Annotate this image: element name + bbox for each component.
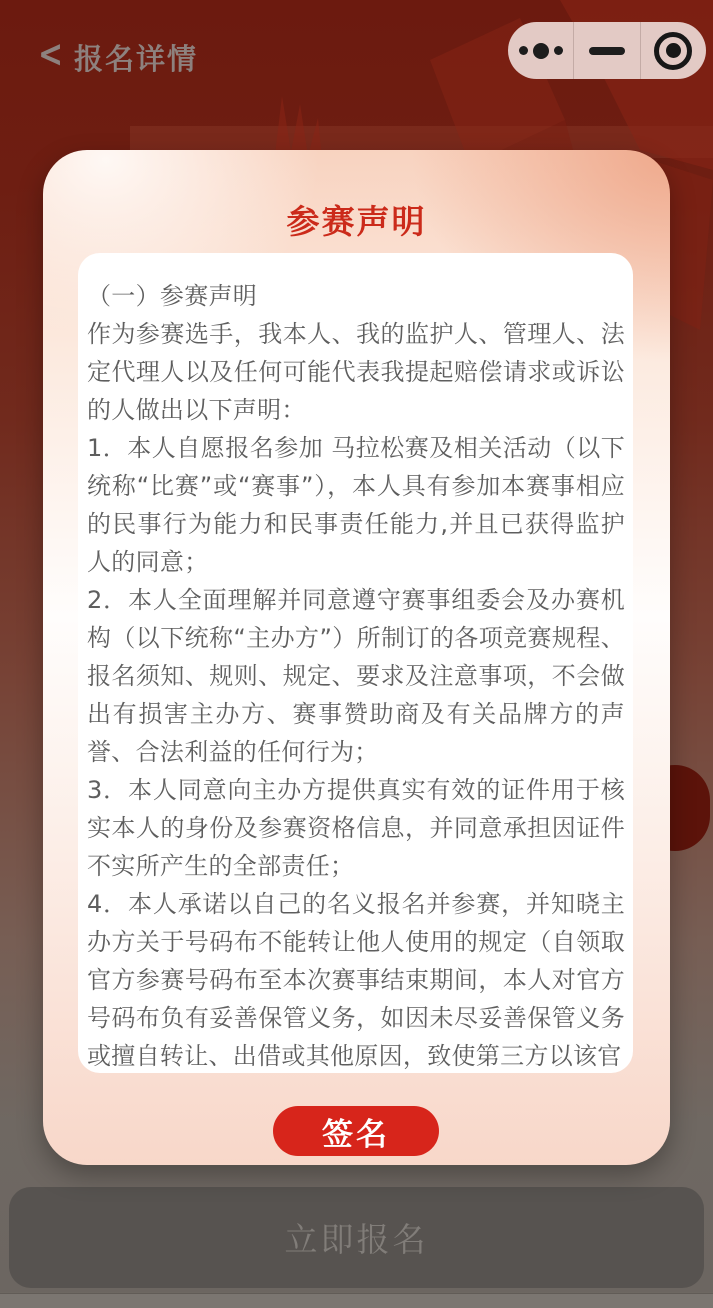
minimize-button[interactable] <box>573 22 639 79</box>
declaration-paragraph: 1．本人自愿报名参加 马拉松赛及相关活动（以下统称“比赛”或“赛事”），本人具有参加本赛事相应的民事行为能力和民事责任能力,并且已获得监护人的同意； <box>87 434 625 576</box>
modal-title: 参赛声明 <box>286 202 427 241</box>
register-now-button[interactable]: 立即报名 <box>9 1187 704 1288</box>
back-icon[interactable]: < <box>38 32 64 77</box>
more-dots-icon <box>519 43 563 59</box>
declaration-paragraph: 3．本人同意向主办方提供真实有效的证件用于核实本人的身份及参赛资格信息，并同意承担因证件不实所产生的全部责任； <box>87 776 625 880</box>
declaration-paragraph: 作为参赛选手，我本人、我的监护人、管理人、法定代理人以及任何可能代表我提起赔偿请求或诉讼的人做出以下声明： <box>87 320 625 424</box>
declaration-scroll-area[interactable] <box>78 253 633 1073</box>
declaration-paragraph: 4．本人承诺以自己的名义报名并参赛，并知晓主办方关于号码布不能转让他人使用的规定（自领取官方参赛号码布至本次赛事结束期间，本人对官方号码布负有妥善保管义务，如因未尽妥善保管义务或擅自转让、出借或其他原因，致使第三方以该官 <box>87 890 625 1070</box>
sign-button[interactable]: 签名 <box>273 1106 439 1156</box>
nav-bar <box>0 0 713 106</box>
miniprogram-capsule <box>508 22 706 79</box>
close-button[interactable] <box>640 22 706 79</box>
declaration-modal <box>43 150 670 1165</box>
declaration-paragraph: 2．本人全面理解并同意遵守赛事组委会及办赛机构（以下统称“主办方”）所制订的各项竞赛规程、报名须知、规则、规定、要求及注意事项，不会做出有损害主办方、赛事赞助商及有关品牌方的声誉、合法利益的任何行为； <box>87 586 625 766</box>
declaration-paragraph: （一）参赛声明 <box>87 282 258 310</box>
more-menu-button[interactable] <box>508 22 573 79</box>
bottom-strip <box>0 1293 713 1308</box>
minimize-icon <box>589 47 625 55</box>
target-circle-icon <box>654 32 692 70</box>
page-title: 报名详情 <box>74 42 199 76</box>
